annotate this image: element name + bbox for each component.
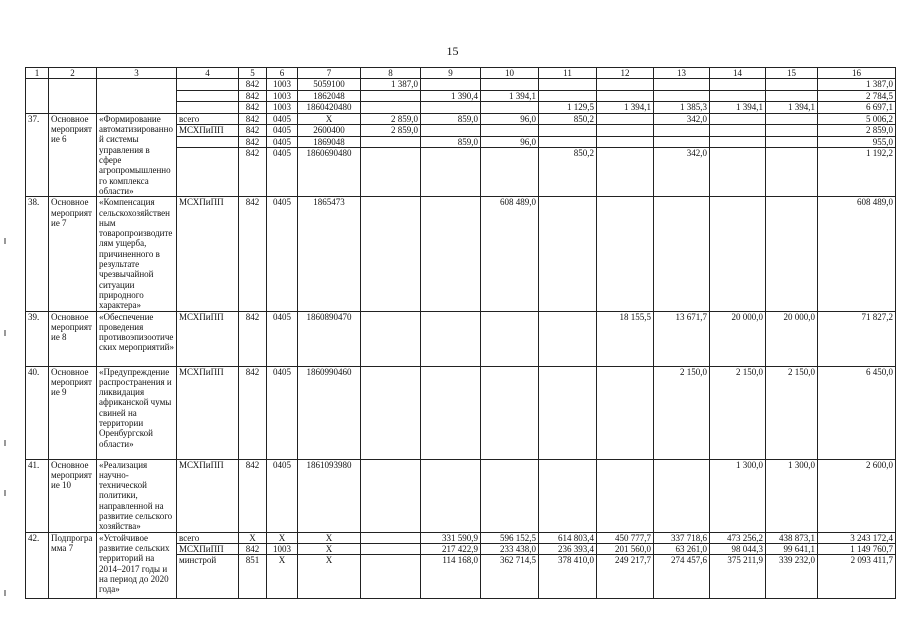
value-cell	[539, 459, 597, 532]
column-number: 3	[97, 68, 177, 79]
value-cell: 1003	[267, 543, 298, 554]
value-cell: 99 641,1	[766, 543, 818, 554]
value-cell: 1860890470	[298, 311, 361, 366]
value-cell: 1862048	[298, 90, 361, 101]
value-cell	[481, 79, 539, 90]
value-cell: 473 256,2	[710, 532, 766, 543]
value-cell	[481, 311, 539, 366]
value-cell	[361, 532, 421, 543]
row-type: Основное мероприятие 9	[49, 366, 97, 459]
budget-table	[25, 67, 896, 599]
executor-cell: всего	[177, 532, 239, 543]
column-number: 1	[26, 68, 49, 79]
value-cell	[597, 90, 654, 101]
value-cell: 0405	[267, 197, 298, 311]
value-cell	[766, 113, 818, 125]
column-number: 11	[539, 68, 597, 79]
value-cell: 1 129,5	[539, 101, 597, 113]
executor-cell	[177, 101, 239, 113]
value-cell	[361, 136, 421, 148]
value-cell: 850,2	[539, 113, 597, 125]
column-number: 4	[177, 68, 239, 79]
value-cell	[421, 197, 481, 311]
value-cell	[421, 148, 481, 197]
value-cell	[421, 125, 481, 137]
value-cell	[654, 459, 710, 532]
value-cell: 842	[239, 125, 267, 137]
value-cell: 0405	[267, 125, 298, 137]
column-number: 2	[49, 68, 97, 79]
executor-cell: минстрой	[177, 555, 239, 599]
value-cell: 2 093 411,7	[818, 555, 896, 599]
value-cell	[710, 113, 766, 125]
value-cell	[361, 197, 421, 311]
value-cell: 0405	[267, 148, 298, 197]
column-number: 10	[481, 68, 539, 79]
value-cell	[421, 366, 481, 459]
row-type: Основное мероприятие 8	[49, 311, 97, 366]
value-cell	[421, 459, 481, 532]
value-cell	[539, 197, 597, 311]
value-cell: 331 590,9	[421, 532, 481, 543]
value-cell: 20 000,0	[710, 311, 766, 366]
value-cell: 217 422,9	[421, 543, 481, 554]
value-cell: 955,0	[818, 136, 896, 148]
value-cell	[766, 197, 818, 311]
value-cell	[481, 125, 539, 137]
value-cell	[654, 136, 710, 148]
value-cell: 20 000,0	[766, 311, 818, 366]
value-cell: 339 232,0	[766, 555, 818, 599]
value-cell: 5 006,2	[818, 113, 896, 125]
row-type	[49, 79, 97, 114]
value-cell: 342,0	[654, 113, 710, 125]
column-number: 14	[710, 68, 766, 79]
value-cell	[539, 125, 597, 137]
scan-edge-mark	[4, 238, 6, 244]
table-row	[26, 459, 896, 532]
value-cell: X	[239, 532, 267, 543]
row-type: Основное мероприятие 10	[49, 459, 97, 532]
column-number-row	[26, 68, 896, 79]
value-cell: 842	[239, 366, 267, 459]
value-cell: 1 300,0	[766, 459, 818, 532]
column-number: 7	[298, 68, 361, 79]
value-cell: 842	[239, 311, 267, 366]
value-cell	[361, 101, 421, 113]
column-number: 9	[421, 68, 481, 79]
value-cell: 1003	[267, 79, 298, 90]
value-cell: 1860690480	[298, 148, 361, 197]
value-cell: 375 211,9	[710, 555, 766, 599]
value-cell: 0405	[267, 136, 298, 148]
value-cell: 1860420480	[298, 101, 361, 113]
value-cell: 450 777,7	[597, 532, 654, 543]
value-cell: 850,2	[539, 148, 597, 197]
value-cell	[766, 125, 818, 137]
value-cell: 859,0	[421, 113, 481, 125]
table-row	[26, 197, 896, 311]
table-row	[26, 79, 896, 90]
value-cell	[361, 543, 421, 554]
value-cell: 378 410,0	[539, 555, 597, 599]
row-num	[26, 79, 49, 114]
value-cell	[481, 101, 539, 113]
value-cell	[710, 90, 766, 101]
value-cell: X	[298, 113, 361, 125]
value-cell: 1 385,3	[654, 101, 710, 113]
value-cell	[597, 197, 654, 311]
executor-cell: МСХПиПП	[177, 366, 239, 459]
scan-edge-mark	[4, 490, 6, 496]
value-cell: 438 873,1	[766, 532, 818, 543]
value-cell: 71 827,2	[818, 311, 896, 366]
executor-cell	[177, 79, 239, 90]
value-cell	[597, 136, 654, 148]
value-cell: 1869048	[298, 136, 361, 148]
value-cell: 842	[239, 113, 267, 125]
value-cell: 2 150,0	[766, 366, 818, 459]
value-cell: 96,0	[481, 136, 539, 148]
value-cell: 859,0	[421, 136, 481, 148]
value-cell: 96,0	[481, 113, 539, 125]
value-cell: 3 243 172,4	[818, 532, 896, 543]
executor-cell	[177, 148, 239, 197]
value-cell	[361, 90, 421, 101]
value-cell: 1 387,0	[361, 79, 421, 90]
row-num: 41.	[26, 459, 49, 532]
value-cell: 1003	[267, 90, 298, 101]
value-cell: 842	[239, 459, 267, 532]
scan-edge-mark	[4, 330, 6, 336]
value-cell	[361, 148, 421, 197]
value-cell	[654, 79, 710, 90]
executor-cell: всего	[177, 113, 239, 125]
value-cell	[597, 148, 654, 197]
column-number: 13	[654, 68, 710, 79]
value-cell: X	[298, 543, 361, 554]
value-cell: 5059100	[298, 79, 361, 90]
table-row	[26, 366, 896, 459]
value-cell: 596 152,5	[481, 532, 539, 543]
value-cell: 337 718,6	[654, 532, 710, 543]
value-cell: 114 168,0	[421, 555, 481, 599]
value-cell: 0405	[267, 113, 298, 125]
column-number: 12	[597, 68, 654, 79]
value-cell: 608 489,0	[818, 197, 896, 311]
row-name: «Обеспечение проведения противоэпизоотических мероприятий»	[97, 311, 177, 366]
table-row	[26, 113, 896, 125]
value-cell: 0405	[267, 311, 298, 366]
value-cell	[710, 125, 766, 137]
value-cell: 2 150,0	[710, 366, 766, 459]
value-cell: 2 859,0	[361, 113, 421, 125]
row-num: 37.	[26, 113, 49, 196]
value-cell: 0405	[267, 459, 298, 532]
value-cell: 1 394,1	[481, 90, 539, 101]
value-cell: 63 261,0	[654, 543, 710, 554]
value-cell: 2600400	[298, 125, 361, 137]
value-cell: X	[298, 555, 361, 599]
value-cell: 1861093980	[298, 459, 361, 532]
executor-cell	[177, 90, 239, 101]
value-cell	[361, 555, 421, 599]
value-cell: 18 155,5	[597, 311, 654, 366]
row-name: «Компенсация сельскохозяйственным товаропроизводителям ущерба, причиненного в результате чрезвычайной ситуации природного характера»	[97, 197, 177, 311]
value-cell	[710, 197, 766, 311]
value-cell	[597, 459, 654, 532]
value-cell	[766, 148, 818, 197]
value-cell: 851	[239, 555, 267, 599]
value-cell: 1 149 760,7	[818, 543, 896, 554]
value-cell	[361, 311, 421, 366]
value-cell: 98 044,3	[710, 543, 766, 554]
value-cell	[539, 366, 597, 459]
value-cell	[766, 136, 818, 148]
value-cell: 362 714,5	[481, 555, 539, 599]
value-cell	[539, 136, 597, 148]
value-cell: 2 150,0	[654, 366, 710, 459]
row-num: 39.	[26, 311, 49, 366]
value-cell: 1865473	[298, 197, 361, 311]
value-cell: 1860990460	[298, 366, 361, 459]
value-cell: 2 600,0	[818, 459, 896, 532]
executor-cell: МСХПиПП	[177, 197, 239, 311]
scan-edge-mark	[4, 590, 6, 596]
value-cell: 236 393,4	[539, 543, 597, 554]
value-cell	[597, 113, 654, 125]
value-cell: 342,0	[654, 148, 710, 197]
value-cell	[539, 79, 597, 90]
value-cell: 842	[239, 148, 267, 197]
value-cell: 842	[239, 90, 267, 101]
value-cell: 2 784,5	[818, 90, 896, 101]
table-row	[26, 311, 896, 366]
value-cell	[654, 125, 710, 137]
value-cell: 233 438,0	[481, 543, 539, 554]
value-cell	[481, 148, 539, 197]
value-cell: 1 192,2	[818, 148, 896, 197]
value-cell	[710, 136, 766, 148]
value-cell: 842	[239, 543, 267, 554]
value-cell	[766, 79, 818, 90]
value-cell: 2 859,0	[361, 125, 421, 137]
value-cell	[481, 366, 539, 459]
column-number: 16	[818, 68, 896, 79]
executor-cell: МСХПиПП	[177, 311, 239, 366]
value-cell: 1 394,1	[710, 101, 766, 113]
row-num: 40.	[26, 366, 49, 459]
value-cell: 274 457,6	[654, 555, 710, 599]
executor-cell: МСХПиПП	[177, 543, 239, 554]
executor-cell: МСХПиПП	[177, 125, 239, 137]
column-number: 15	[766, 68, 818, 79]
value-cell	[597, 125, 654, 137]
value-cell: 201 560,0	[597, 543, 654, 554]
value-cell	[710, 148, 766, 197]
value-cell: 842	[239, 197, 267, 311]
value-cell	[361, 366, 421, 459]
value-cell	[654, 90, 710, 101]
value-cell: 614 803,4	[539, 532, 597, 543]
row-num: 38.	[26, 197, 49, 311]
value-cell: 1003	[267, 101, 298, 113]
value-cell: 1 390,4	[421, 90, 481, 101]
value-cell: 842	[239, 101, 267, 113]
value-cell	[597, 79, 654, 90]
row-num: 42.	[26, 532, 49, 599]
value-cell	[421, 79, 481, 90]
executor-cell: МСХПиПП	[177, 459, 239, 532]
value-cell: 1 387,0	[818, 79, 896, 90]
value-cell	[654, 197, 710, 311]
value-cell: 249 217,7	[597, 555, 654, 599]
value-cell	[539, 311, 597, 366]
value-cell: 608 489,0	[481, 197, 539, 311]
value-cell	[361, 459, 421, 532]
value-cell	[421, 101, 481, 113]
row-type: Основное мероприятие 7	[49, 197, 97, 311]
value-cell: 1 300,0	[710, 459, 766, 532]
row-name: «Предупреждение распространения и ликвидация африканской чумы свиней на территории Оренбургской области»	[97, 366, 177, 459]
value-cell: X	[267, 555, 298, 599]
row-name	[97, 79, 177, 114]
value-cell	[539, 90, 597, 101]
value-cell: 0405	[267, 366, 298, 459]
value-cell: 1 394,1	[597, 101, 654, 113]
value-cell	[766, 90, 818, 101]
value-cell: 6 450,0	[818, 366, 896, 459]
value-cell	[597, 366, 654, 459]
value-cell: 13 671,7	[654, 311, 710, 366]
row-name: «Реализация научно-технической политики, направленной на развитие сельского хозяйства»	[97, 459, 177, 532]
value-cell: 6 697,1	[818, 101, 896, 113]
value-cell	[710, 79, 766, 90]
column-number: 5	[239, 68, 267, 79]
executor-cell	[177, 136, 239, 148]
column-number: 6	[267, 68, 298, 79]
value-cell: 1 394,1	[766, 101, 818, 113]
row-type: Основное мероприятие 6	[49, 113, 97, 196]
row-type: Подпрограмма 7	[49, 532, 97, 599]
page-number: 15	[446, 44, 459, 58]
value-cell: 842	[239, 79, 267, 90]
table-row	[26, 532, 896, 543]
value-cell: 2 859,0	[818, 125, 896, 137]
row-name: «Формирование автоматизированной системы управления в сфере агропромышленного комплекса области»	[97, 113, 177, 196]
row-name: «Устойчивое развитие сельских территорий на 2014–2017 годы и на период до 2020 года»	[97, 532, 177, 599]
value-cell: 842	[239, 136, 267, 148]
value-cell	[421, 311, 481, 366]
value-cell: X	[267, 532, 298, 543]
value-cell	[481, 459, 539, 532]
scan-edge-mark	[4, 440, 6, 446]
column-number: 8	[361, 68, 421, 79]
value-cell: X	[298, 532, 361, 543]
